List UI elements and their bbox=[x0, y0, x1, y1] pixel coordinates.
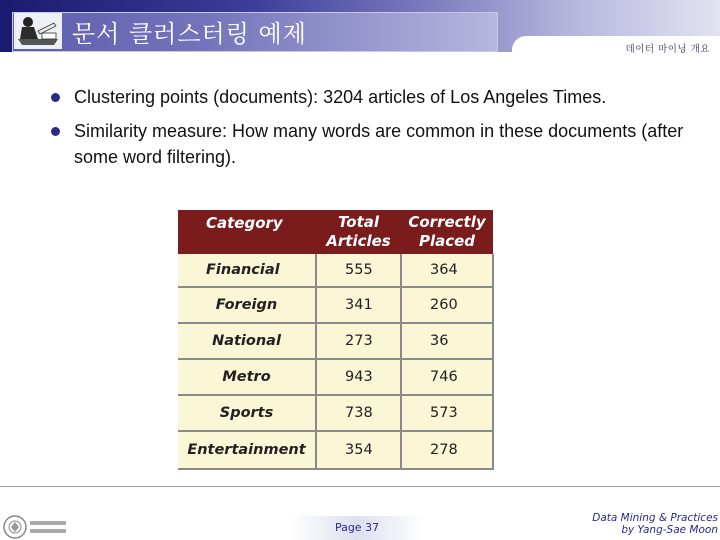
placed-cell: 278 bbox=[401, 431, 493, 469]
total-cell: 273 bbox=[316, 323, 401, 359]
table-row bbox=[178, 395, 493, 431]
placed-cell: 260 bbox=[401, 287, 493, 323]
category-cell: Metro bbox=[178, 359, 316, 395]
university-seal-logo bbox=[2, 514, 72, 540]
bullet-dot-icon bbox=[51, 93, 60, 102]
table-row bbox=[178, 359, 493, 395]
page-number-box bbox=[290, 516, 424, 540]
category-cell: National bbox=[178, 323, 316, 359]
credit-line-2: by Yang-Sae Moon bbox=[621, 524, 718, 536]
placed-cell: 364 bbox=[401, 254, 493, 287]
table-row bbox=[178, 431, 493, 469]
bullet-list bbox=[50, 84, 700, 178]
footer-credit bbox=[592, 512, 718, 536]
credit-line-1: Data Mining & Practices bbox=[592, 512, 718, 524]
placed-cell: 36 bbox=[401, 323, 493, 359]
page-title: 문서 클러스터링 예제 bbox=[72, 20, 307, 48]
total-cell: 943 bbox=[316, 359, 401, 395]
footer-divider bbox=[0, 486, 720, 487]
category-cell: Sports bbox=[178, 395, 316, 431]
table-header-row bbox=[178, 210, 493, 254]
bullet-text: Clustering points (documents): 3204 articles of Los Angeles Times. bbox=[74, 87, 607, 107]
total-cell: 341 bbox=[316, 287, 401, 323]
header-category: Category bbox=[178, 210, 316, 254]
total-cell: 555 bbox=[316, 254, 401, 287]
table-row bbox=[178, 254, 493, 287]
category-cell: Financial bbox=[178, 254, 316, 287]
total-cell: 738 bbox=[316, 395, 401, 431]
category-cell: Foreign bbox=[178, 287, 316, 323]
placed-cell: 573 bbox=[401, 395, 493, 431]
bullet-item bbox=[50, 84, 700, 110]
bullet-text: Similarity measure: How many words are common in these documents (after some word filtering). bbox=[74, 121, 684, 167]
header-correctly-placed: Correctly Placed bbox=[401, 210, 493, 254]
page-number: Page 37 bbox=[334, 521, 380, 534]
category-cell: Entertainment bbox=[178, 431, 316, 469]
bullet-item bbox=[50, 118, 700, 170]
placed-cell: 746 bbox=[401, 359, 493, 395]
table-row bbox=[178, 287, 493, 323]
total-cell: 354 bbox=[316, 431, 401, 469]
bullet-dot-icon bbox=[51, 127, 60, 136]
header-total-articles: Total Articles bbox=[316, 210, 401, 254]
subtitle: 데이터 마이닝 개요 bbox=[625, 44, 710, 55]
writer-at-desk-icon bbox=[14, 13, 62, 49]
table-row bbox=[178, 323, 493, 359]
clustering-results-table bbox=[178, 210, 494, 470]
